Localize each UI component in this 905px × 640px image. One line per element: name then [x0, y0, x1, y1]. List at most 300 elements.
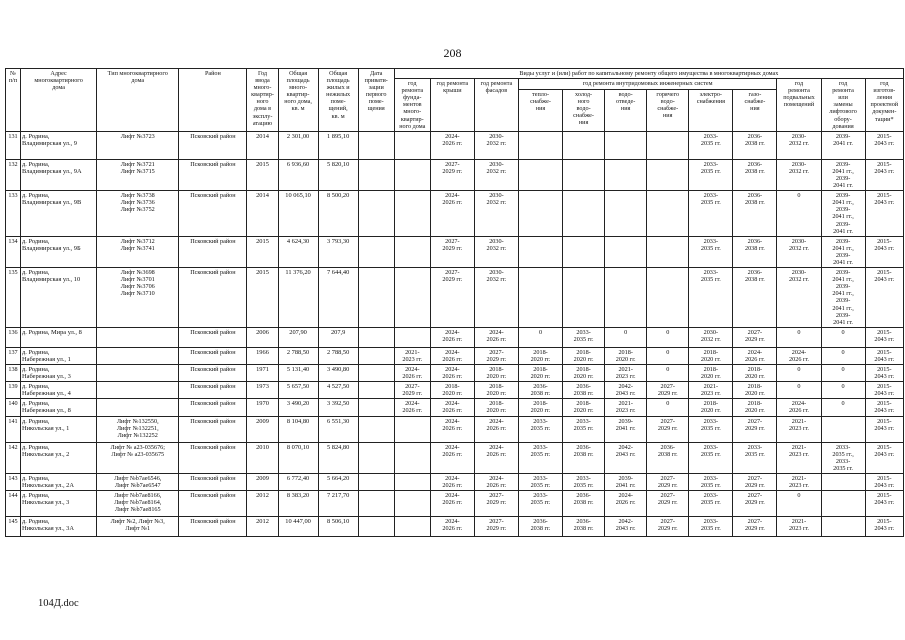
table-row [6, 347, 904, 364]
cell-address: д. Родина, Никольская ул., 2А [21, 473, 97, 490]
cell-address: д. Родина, Набережная ул., 4 [21, 382, 97, 399]
cell-hot: 2027- 2029 гг. [647, 517, 689, 537]
cell-living: 6 551,30 [318, 416, 358, 442]
header-roof: год ремонта крыши [430, 79, 474, 132]
cell-roof: 2024- 2026 гг. [430, 327, 474, 347]
table-row [6, 191, 904, 237]
cell-roof: 2024- 2026 гг. [430, 491, 474, 517]
cell-cold: 2036- 2038 гг. [563, 442, 605, 473]
cell-privat [358, 473, 394, 490]
cell-no: 138 [6, 365, 21, 382]
cell-gas: 2024- 2026 гг. [733, 347, 777, 364]
cell-found [394, 442, 430, 473]
cell-lift: 0 [821, 399, 865, 416]
cell-docs: 2015- 2043 гг. [865, 416, 903, 442]
cell-found [394, 131, 430, 159]
cell-type [97, 399, 179, 416]
cell-living: 3 490,80 [318, 365, 358, 382]
cell-privat [358, 416, 394, 442]
cell-heat: 2033- 2035 гг. [518, 442, 562, 473]
cell-roof: 2024- 2026 гг. [430, 442, 474, 473]
cell-privat [358, 131, 394, 159]
cell-privat [358, 268, 394, 328]
cell-district: Псковский район [179, 347, 247, 364]
cell-heat: 2036- 2038 гг. [518, 382, 562, 399]
cell-total: 207,90 [278, 327, 318, 347]
cell-no: 131 [6, 131, 21, 159]
cell-year: 2012 [247, 517, 278, 537]
cell-no: 139 [6, 382, 21, 399]
cell-electric: 2033- 2035 гг. [689, 131, 733, 159]
cell-gas: 2036- 2038 гг. [733, 159, 777, 190]
cell-privat [358, 399, 394, 416]
cell-address: д. Родина, Владимирская ул., 9А [21, 159, 97, 190]
cell-basement: 2021- 2023 гг. [777, 442, 821, 473]
cell-district: Псковский район [179, 416, 247, 442]
cell-district: Псковский район [179, 191, 247, 237]
cell-total: 5 131,40 [278, 365, 318, 382]
cell-year: 1971 [247, 365, 278, 382]
cell-cold: 2018- 2020 гг. [563, 365, 605, 382]
cell-facade: 2030- 2032 гг. [474, 268, 518, 328]
cell-roof: 2024- 2026 гг. [430, 347, 474, 364]
cell-privat [358, 442, 394, 473]
cell-total: 8 383,20 [278, 491, 318, 517]
cell-docs: 2015- 2043 гг. [865, 327, 903, 347]
cell-gas: 2018- 2020 гг. [733, 365, 777, 382]
cell-roof: 2027- 2029 гг. [430, 236, 474, 267]
cell-basement: 0 [777, 382, 821, 399]
cell-basement: 2024- 2026 гг. [777, 399, 821, 416]
cell-living: 8 500,20 [318, 191, 358, 237]
cell-electric: 2033- 2035 гг. [689, 236, 733, 267]
cell-total: 6 936,60 [278, 159, 318, 190]
cell-address: д. Родина, Набережная ул., 3 [21, 365, 97, 382]
cell-total: 10 447,00 [278, 517, 318, 537]
cell-sewer: 2039- 2041 гг. [605, 473, 647, 490]
header-works-group: Виды услуг и (или) работ по капитальному ремонту общего имущества в многоквартирных домах [394, 69, 903, 79]
cell-district: Псковский район [179, 365, 247, 382]
cell-type: Лифт №3723 [97, 131, 179, 159]
cell-electric: 2030- 2032 гг. [689, 327, 733, 347]
cell-electric: 2033- 2035 гг. [689, 159, 733, 190]
cell-type: Лифт №3738 Лифт №3736 Лифт №3752 [97, 191, 179, 237]
cell-facade: 2027- 2029 гг. [474, 517, 518, 537]
header-living-area: Общая площадь жилых и нежилых поме- щений, кв. м [318, 69, 358, 132]
cell-privat [358, 159, 394, 190]
cell-type [97, 347, 179, 364]
cell-gas: 2027- 2029 гг. [733, 327, 777, 347]
cell-docs: 2015- 2043 гг. [865, 365, 903, 382]
cell-gas: 2036- 2038 гг. [733, 236, 777, 267]
cell-electric: 2033- 2035 гг. [689, 517, 733, 537]
header-foundation: год ремонта фунда- ментов много- квартир- ного дома [394, 79, 430, 132]
header-heat: тепло- снабже- ния [518, 90, 562, 132]
cell-docs: 2015- 2043 гг. [865, 517, 903, 537]
cell-no: 133 [6, 191, 21, 237]
cell-total: 2 301,00 [278, 131, 318, 159]
cell-found [394, 159, 430, 190]
header-building-type: Тип многоквартирного дома [97, 69, 179, 132]
cell-facade: 2024- 2026 гг. [474, 473, 518, 490]
cell-privat [358, 191, 394, 237]
cell-lift [821, 491, 865, 517]
cell-docs: 2015- 2043 гг. [865, 191, 903, 237]
table-row [6, 442, 904, 473]
cell-gas: 2027- 2029 гг. [733, 416, 777, 442]
cell-lift: 2039- 2041 гг., 2039- 2041 гг. [821, 236, 865, 267]
cell-sewer: 2042- 2043 гг. [605, 517, 647, 537]
cell-cold: 2036- 2038 гг. [563, 517, 605, 537]
cell-basement: 2030- 2032 гг. [777, 131, 821, 159]
cell-electric: 2033- 2035 гг. [689, 416, 733, 442]
table-row [6, 382, 904, 399]
cell-address: д. Родина, Никольская ул., 3А [21, 517, 97, 537]
cell-privat [358, 382, 394, 399]
cell-docs: 2015- 2043 гг. [865, 382, 903, 399]
cell-roof: 2027- 2029 гг. [430, 159, 474, 190]
cell-gas: 2018- 2020 гг. [733, 382, 777, 399]
cell-hot: 0 [647, 327, 689, 347]
cell-hot [647, 191, 689, 237]
table-row [6, 131, 904, 159]
cell-no: 142 [6, 442, 21, 473]
cell-hot: 0 [647, 365, 689, 382]
cell-basement: 2021- 2023 гг. [777, 473, 821, 490]
cell-lift: 0 [821, 365, 865, 382]
cell-cold: 2018- 2020 гг. [563, 399, 605, 416]
cell-lift: 2039- 2041 гг., 2039- 2041 гг., 2039- 2041 гг., 2039- 2041 гг. [821, 268, 865, 328]
cell-lift: 2033- 2035 гг., 2033- 2035 гг. [821, 442, 865, 473]
cell-living: 7 644,40 [318, 268, 358, 328]
cell-facade: 2024- 2026 гг. [474, 442, 518, 473]
cell-no: 141 [6, 416, 21, 442]
cell-gas: 2033- 2035 гг. [733, 442, 777, 473]
cell-hot [647, 236, 689, 267]
cell-gas: 2027- 2029 гг. [733, 517, 777, 537]
cell-roof: 2024- 2026 гг. [430, 517, 474, 537]
cell-heat: 2018- 2020 гг. [518, 399, 562, 416]
cell-year: 2010 [247, 442, 278, 473]
cell-lift: 2039- 2041 гг., 2039- 2041 гг., 2039- 2041 гг. [821, 191, 865, 237]
cell-roof: 2024- 2026 гг. [430, 131, 474, 159]
cell-type: Лифт №2, Лифт №3, Лифт №1 [97, 517, 179, 537]
table-row [6, 491, 904, 517]
cell-total: 11 376,20 [278, 268, 318, 328]
cell-found [394, 327, 430, 347]
cell-type [97, 327, 179, 347]
cell-gas: 2036- 2038 гг. [733, 268, 777, 328]
cell-docs: 2015- 2043 гг. [865, 473, 903, 490]
cell-docs: 2015- 2043 гг. [865, 491, 903, 517]
cell-sewer [605, 159, 647, 190]
cell-sewer: 2018- 2020 гг. [605, 347, 647, 364]
cell-address: д. Родина, Никольская ул., 3 [21, 491, 97, 517]
cell-facade: 2018- 2020 гг. [474, 365, 518, 382]
table-row [6, 236, 904, 267]
header-privatization-date: Дата привати- зации первого поме- щения [358, 69, 394, 132]
table-row [6, 399, 904, 416]
cell-facade: 2030- 2032 гг. [474, 236, 518, 267]
cell-cold: 2033- 2035 гг. [563, 473, 605, 490]
cell-heat: 2033- 2035 гг. [518, 416, 562, 442]
cell-facade: 2027- 2029 гг. [474, 347, 518, 364]
cell-type: Лифт №3698 Лифт №3701 Лифт №3706 Лифт №3710 [97, 268, 179, 328]
cell-no: 145 [6, 517, 21, 537]
cell-year: 2014 [247, 191, 278, 237]
cell-year: 1966 [247, 347, 278, 364]
cell-heat [518, 236, 562, 267]
cell-address: д. Родина, Владимирская ул., 10 [21, 268, 97, 328]
cell-lift: 0 [821, 327, 865, 347]
cell-gas: 2027- 2029 гг. [733, 473, 777, 490]
cell-facade: 2030- 2032 гг. [474, 131, 518, 159]
cell-facade: 2030- 2032 гг. [474, 159, 518, 190]
cell-year: 2006 [247, 327, 278, 347]
cell-sewer: 2039- 2041 гг. [605, 416, 647, 442]
header-total-area: Общая площадь много- квартир- ного дома, кв. м [278, 69, 318, 132]
cell-electric: 2018- 2020 гг. [689, 399, 733, 416]
cell-basement: 2030- 2032 гг. [777, 268, 821, 328]
cell-facade: 2027- 2029 гг. [474, 491, 518, 517]
cell-sewer [605, 191, 647, 237]
cell-living: 8 506,10 [318, 517, 358, 537]
cell-no: 144 [6, 491, 21, 517]
cell-district: Псковский район [179, 327, 247, 347]
header-cold-water: холод- ного водо- снабже- ния [563, 90, 605, 132]
cell-district: Псковский район [179, 382, 247, 399]
cell-living: 4 527,50 [318, 382, 358, 399]
cell-basement: 2021- 2023 гг. [777, 416, 821, 442]
table-row [6, 159, 904, 190]
cell-found [394, 416, 430, 442]
cell-total: 2 788,50 [278, 347, 318, 364]
cell-lift: 2039- 2041 гг., 2039- 2041 гг. [821, 159, 865, 190]
table-row [6, 327, 904, 347]
cell-type: Лифт №3712 Лифт №3741 [97, 236, 179, 267]
cell-hot: 2027- 2029 гг. [647, 473, 689, 490]
cell-living: 207,9 [318, 327, 358, 347]
cell-total: 6 772,40 [278, 473, 318, 490]
cell-total: 5 657,50 [278, 382, 318, 399]
header-sewer: водо- отведе- ния [605, 90, 647, 132]
cell-sewer [605, 131, 647, 159]
cell-type [97, 365, 179, 382]
cell-type: Лифт №132550, Лифт №132251, Лифт №132252 [97, 416, 179, 442]
table-row [6, 268, 904, 328]
cell-no: 132 [6, 159, 21, 190]
cell-found [394, 268, 430, 328]
cell-docs: 2015- 2043 гг. [865, 236, 903, 267]
cell-lift: 2039- 2041 гг. [821, 131, 865, 159]
header-docs: год изготов- ления проектной докумен- тации* [865, 79, 903, 132]
header-basement: год ремонта подвальных помещений [777, 79, 821, 132]
cell-basement: 0 [777, 191, 821, 237]
cell-district: Псковский район [179, 442, 247, 473]
cell-docs: 2015- 2043 гг. [865, 268, 903, 328]
cell-gas: 2027- 2029 гг. [733, 491, 777, 517]
cell-district: Псковский район [179, 236, 247, 267]
cell-gas: 2036- 2038 гг. [733, 191, 777, 237]
cell-privat [358, 347, 394, 364]
cell-hot: 2027- 2029 гг. [647, 382, 689, 399]
header-lift: год ремонта или замены лифтового обору- дования [821, 79, 865, 132]
cell-cold [563, 236, 605, 267]
cell-cold [563, 131, 605, 159]
cell-no: 136 [6, 327, 21, 347]
cell-type [97, 382, 179, 399]
cell-district: Псковский район [179, 159, 247, 190]
cell-found [394, 517, 430, 537]
cell-sewer: 2021- 2023 гг. [605, 399, 647, 416]
cell-year: 2015 [247, 236, 278, 267]
cell-found [394, 473, 430, 490]
cell-year: 2012 [247, 491, 278, 517]
cell-lift: 0 [821, 347, 865, 364]
cell-electric: 2018- 2020 гг. [689, 365, 733, 382]
cell-basement: 2030- 2032 гг. [777, 159, 821, 190]
cell-hot: 2027- 2029 гг. [647, 491, 689, 517]
cell-living: 1 895,10 [318, 131, 358, 159]
header-gas: газо- снабже- ния [733, 90, 777, 132]
cell-basement: 0 [777, 327, 821, 347]
cell-heat [518, 159, 562, 190]
cell-year: 1970 [247, 399, 278, 416]
cell-basement: 0 [777, 491, 821, 517]
cell-address: д. Родина, Владимирская ул., 9В [21, 191, 97, 237]
cell-roof: 2024- 2026 гг. [430, 191, 474, 237]
cell-found: 2024- 2026 гг. [394, 365, 430, 382]
cell-type: Лифт №b7ae6546, Лифт №b7ae6547 [97, 473, 179, 490]
cell-heat: 2033- 2035 гг. [518, 473, 562, 490]
cell-cold [563, 191, 605, 237]
table-row [6, 365, 904, 382]
table-row [6, 517, 904, 537]
header-facade: год ремонта фасадов [474, 79, 518, 132]
cell-no: 137 [6, 347, 21, 364]
cell-living: 7 217,70 [318, 491, 358, 517]
cell-living: 5 664,20 [318, 473, 358, 490]
cell-cold [563, 159, 605, 190]
cell-no: 143 [6, 473, 21, 490]
cell-cold: 2033- 2035 гг. [563, 416, 605, 442]
cell-docs: 2015- 2043 гг. [865, 442, 903, 473]
table-body [6, 131, 904, 536]
cell-total: 8 104,80 [278, 416, 318, 442]
cell-roof: 2018- 2020 гг. [430, 382, 474, 399]
cell-heat [518, 131, 562, 159]
cell-district: Псковский район [179, 473, 247, 490]
cell-found [394, 236, 430, 267]
cell-sewer [605, 268, 647, 328]
cell-no: 134 [6, 236, 21, 267]
cell-district: Псковский район [179, 131, 247, 159]
cell-address: д. Родина, Набережная ул., 1 [21, 347, 97, 364]
cell-address: д. Родина, Владимирская ул., 9Б [21, 236, 97, 267]
cell-type: Лифт №b7ae8166, Лифт №b7ae8164, Лифт №b7ae8165 [97, 491, 179, 517]
cell-sewer: 2021- 2023 гг. [605, 365, 647, 382]
cell-year: 2009 [247, 416, 278, 442]
cell-address: д. Родина, Владимирская ул., 9 [21, 131, 97, 159]
cell-year: 2014 [247, 131, 278, 159]
cell-sewer: 0 [605, 327, 647, 347]
cell-total: 4 624,30 [278, 236, 318, 267]
cell-total: 10 065,10 [278, 191, 318, 237]
cell-sewer: 2042- 2043 гг. [605, 382, 647, 399]
cell-privat [358, 365, 394, 382]
cell-hot: 2027- 2029 гг. [647, 416, 689, 442]
header-no: № п/п [6, 69, 21, 132]
cell-electric: 2033- 2035 гг. [689, 268, 733, 328]
cell-facade: 2018- 2020 гг. [474, 399, 518, 416]
cell-year: 1973 [247, 382, 278, 399]
cell-year: 2015 [247, 159, 278, 190]
cell-docs: 2015- 2043 гг. [865, 347, 903, 364]
cell-cold [563, 268, 605, 328]
cell-basement: 2024- 2026 гг. [777, 347, 821, 364]
cell-electric: 2033- 2035 гг. [689, 191, 733, 237]
table-row [6, 416, 904, 442]
cell-no: 135 [6, 268, 21, 328]
cell-heat: 2018- 2020 гг. [518, 365, 562, 382]
cell-lift [821, 473, 865, 490]
cell-type: Лифт № а23-035676; Лифт № а23-035675 [97, 442, 179, 473]
cell-district: Псковский район [179, 517, 247, 537]
table-row [6, 473, 904, 490]
footer-filename: 104Д.doc [38, 598, 79, 609]
cell-electric: 2033- 2035 гг. [689, 473, 733, 490]
header-district: Район [179, 69, 247, 132]
cell-privat [358, 491, 394, 517]
cell-roof: 2024- 2026 гг. [430, 365, 474, 382]
cell-roof: 2024- 2026 гг. [430, 473, 474, 490]
cell-hot [647, 159, 689, 190]
cell-facade: 2030- 2032 гг. [474, 191, 518, 237]
cell-type: Лифт №3721 Лифт №3715 [97, 159, 179, 190]
cell-electric: 2033- 2035 гг. [689, 491, 733, 517]
cell-heat [518, 268, 562, 328]
cell-sewer [605, 236, 647, 267]
cell-found [394, 491, 430, 517]
page-number: 208 [443, 46, 462, 60]
cell-electric: 2033- 2035 гг. [689, 442, 733, 473]
cell-hot: 0 [647, 399, 689, 416]
cell-year: 2009 [247, 473, 278, 490]
cell-total: 8 070,10 [278, 442, 318, 473]
cell-privat [358, 517, 394, 537]
cell-hot [647, 268, 689, 328]
cell-hot: 2036- 2038 гг. [647, 442, 689, 473]
cell-roof: 2024- 2026 гг. [430, 416, 474, 442]
cell-sewer: 2024- 2026 гг. [605, 491, 647, 517]
cell-basement: 2021- 2023 гг. [777, 517, 821, 537]
cell-heat: 2036- 2038 гг. [518, 517, 562, 537]
cell-hot [647, 131, 689, 159]
cell-hot: 0 [647, 347, 689, 364]
cell-found: 2027- 2029 гг. [394, 382, 430, 399]
cell-privat [358, 236, 394, 267]
header-year-built: Год ввода много- квартир- ного дома в эксплу- атацию [247, 69, 278, 132]
cell-gas: 2018- 2020 гг. [733, 399, 777, 416]
cell-cold: 2018- 2020 гг. [563, 347, 605, 364]
cell-found [394, 191, 430, 237]
header-systems-group: год ремонта внутридомовых инженерных систем [518, 79, 776, 90]
cell-no: 140 [6, 399, 21, 416]
cell-facade: 2024- 2026 гг. [474, 327, 518, 347]
cell-roof: 2024- 2026 гг. [430, 399, 474, 416]
cell-living: 5 824,80 [318, 442, 358, 473]
cell-facade: 2024- 2026 гг. [474, 416, 518, 442]
